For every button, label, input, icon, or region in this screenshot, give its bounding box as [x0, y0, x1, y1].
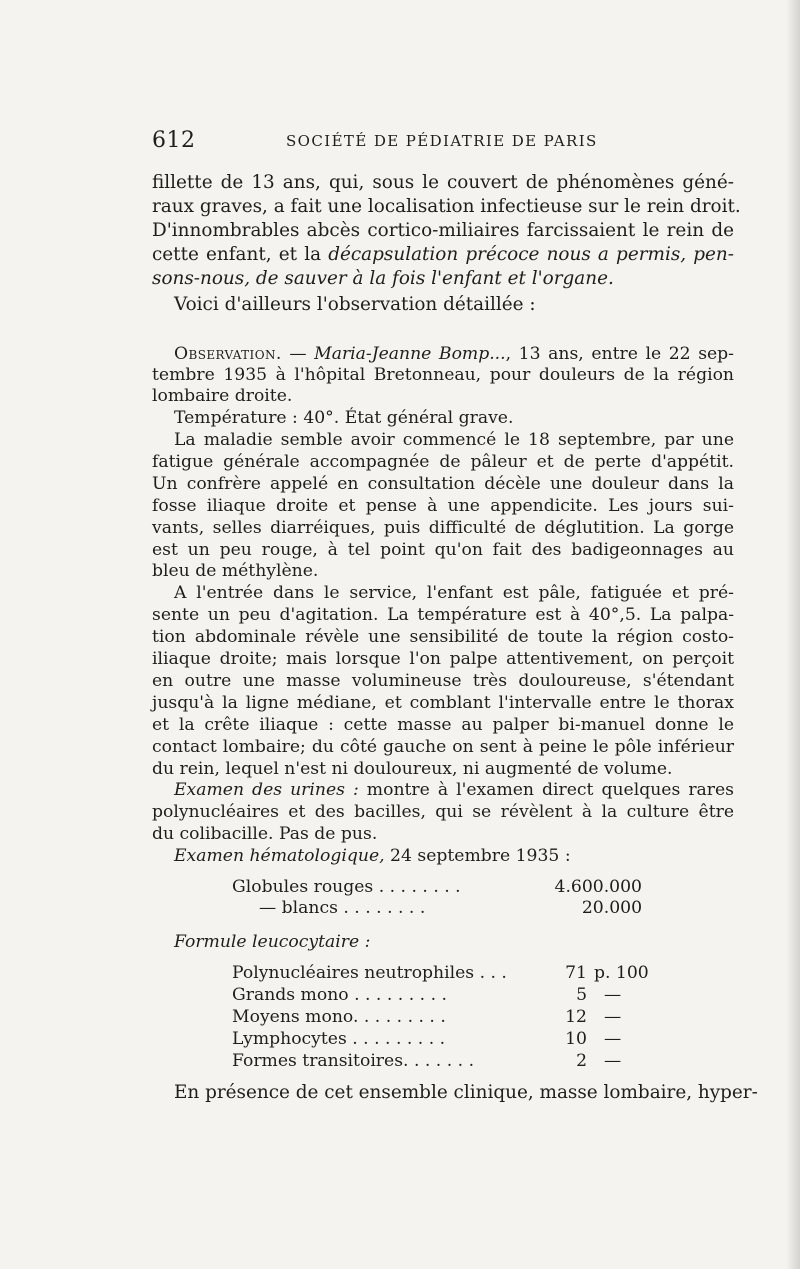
intro-line: D'innombrables abcès cortico-miliaires farcissaient le rein de	[152, 220, 734, 241]
formula-value: 10	[565, 1029, 587, 1049]
formula-unit: —	[604, 985, 622, 1005]
formula-unit: —	[604, 1029, 622, 1049]
observation-text: 24 septembre 1935 :	[384, 846, 571, 866]
closing-line: En présence de cet ensemble clinique, masse lombaire, hyper-	[174, 1082, 758, 1103]
observation-line: contact lombaire; du côté gauche on sent à peine le pôle inférieur	[152, 737, 734, 757]
observation-line: en outre une masse volumineuse très douloureuse, s'étendant	[152, 671, 734, 691]
formula-value: 2	[576, 1051, 587, 1071]
observation-line: fatigue générale accompagnée de pâleur et de perte d'appétit.	[152, 452, 734, 472]
intro-text: cette enfant, et la	[152, 244, 329, 265]
formula-label: Grands mono . . . . . . . . .	[232, 985, 447, 1005]
page-number: 612	[152, 128, 196, 153]
formula-title: Formule leucocytaire :	[174, 932, 371, 952]
formula-unit: —	[604, 1007, 622, 1027]
observation-text: , 13 ans, entre le 22 sep-	[505, 344, 734, 364]
observation-line	[152, 782, 734, 799]
intro-line: sons-nous, de sauver à la fois l'enfant et l'organe.	[152, 268, 614, 289]
formula-label: Lymphocytes . . . . . . . . .	[232, 1029, 446, 1049]
observation-line: est un peu rouge, à tel point qu'on fait des badigeonnages au	[152, 540, 734, 560]
intro-line: Voici d'ailleurs l'observation détaillée :	[174, 294, 536, 315]
formula-label: Polynucléaires neutrophiles . . .	[232, 963, 507, 983]
intro-emphasis: décapsulation précoce nous a permis, pen-	[328, 244, 734, 265]
urines-label: Examen des urines :	[174, 780, 359, 800]
observation-line: tion abdominale révèle une sensibilité de toute la région costo-	[152, 627, 734, 647]
observation-line: fosse iliaque droite et pense à une appendicite. Les jours sui-	[152, 496, 734, 516]
formula-unit: —	[604, 1051, 622, 1071]
blood-count-label: Globules rouges . . . . . . . .	[232, 877, 461, 897]
observation-line: Un confrère appelé en consultation décèle une douleur dans la	[152, 474, 734, 494]
observation-line: sente un peu d'agitation. La température est à 40°,5. La palpa-	[152, 605, 734, 625]
observation-line: tembre 1935 à l'hôpital Bretonneau, pour douleurs de la région	[152, 365, 734, 385]
observation-line: La maladie semble avoir commencé le 18 septembre, par une	[174, 430, 734, 450]
blood-count-value: 4.600.000	[554, 877, 642, 897]
observation-line: polynucléaires et des bacilles, qui se révèlent à la culture être	[152, 802, 734, 822]
observation-dash: —	[281, 344, 315, 364]
running-title: SOCIÉTÉ DE PÉDIATRIE DE PARIS	[286, 132, 598, 150]
observation-line: A l'entrée dans le service, l'enfant est pâle, fatiguée et pré-	[174, 583, 734, 603]
formula-value: 5	[576, 985, 587, 1005]
observation-line	[152, 848, 734, 865]
observation-line: du colibacille. Pas de pus.	[152, 824, 378, 844]
patient-name: Maria-Jeanne Bomp...	[314, 344, 506, 364]
formula-unit: p. 100	[594, 963, 649, 983]
observation-line: et la crête iliaque : cette masse au palper bi-manuel donne le	[152, 715, 734, 735]
observation-line: iliaque droite; mais lorsque l'on palpe attentivement, on perçoit	[152, 649, 734, 669]
formula-label: Moyens mono. . . . . . . . .	[232, 1007, 446, 1027]
formula-label: Formes transitoires. . . . . . .	[232, 1051, 475, 1071]
intro-line: fillette de 13 ans, qui, sous le couvert de phénomènes géné-	[152, 172, 734, 193]
blood-count-value: 20.000	[581, 898, 642, 918]
observation-line: vants, selles diarréiques, puis difficulté de déglutition. La gorge	[152, 518, 734, 538]
page-header	[152, 124, 734, 158]
observation-label: Observation.	[174, 344, 282, 364]
observation-line: du rein, lequel n'est ni douloureux, ni augmenté de volume.	[152, 759, 673, 779]
formula-value: 12	[565, 1007, 587, 1027]
observation-line: bleu de méthylène.	[152, 561, 319, 581]
observation-line: lombaire droite.	[152, 386, 293, 406]
observation-line: jusqu'à la ligne médiane, et comblant l'intervalle entre le thorax	[152, 693, 734, 713]
observation-line: Température : 40°. État général grave.	[174, 408, 514, 428]
intro-line	[152, 246, 734, 264]
observation-text: montre à l'examen direct quelques rares	[358, 780, 734, 800]
formula-value: 71	[565, 963, 587, 983]
hemato-label: Examen hématologique,	[174, 846, 385, 866]
intro-line: raux graves, a fait une localisation infectieuse sur le rein droit.	[152, 196, 741, 217]
blood-count-label: — blancs . . . . . . . .	[259, 898, 426, 918]
observation-line	[152, 346, 734, 363]
